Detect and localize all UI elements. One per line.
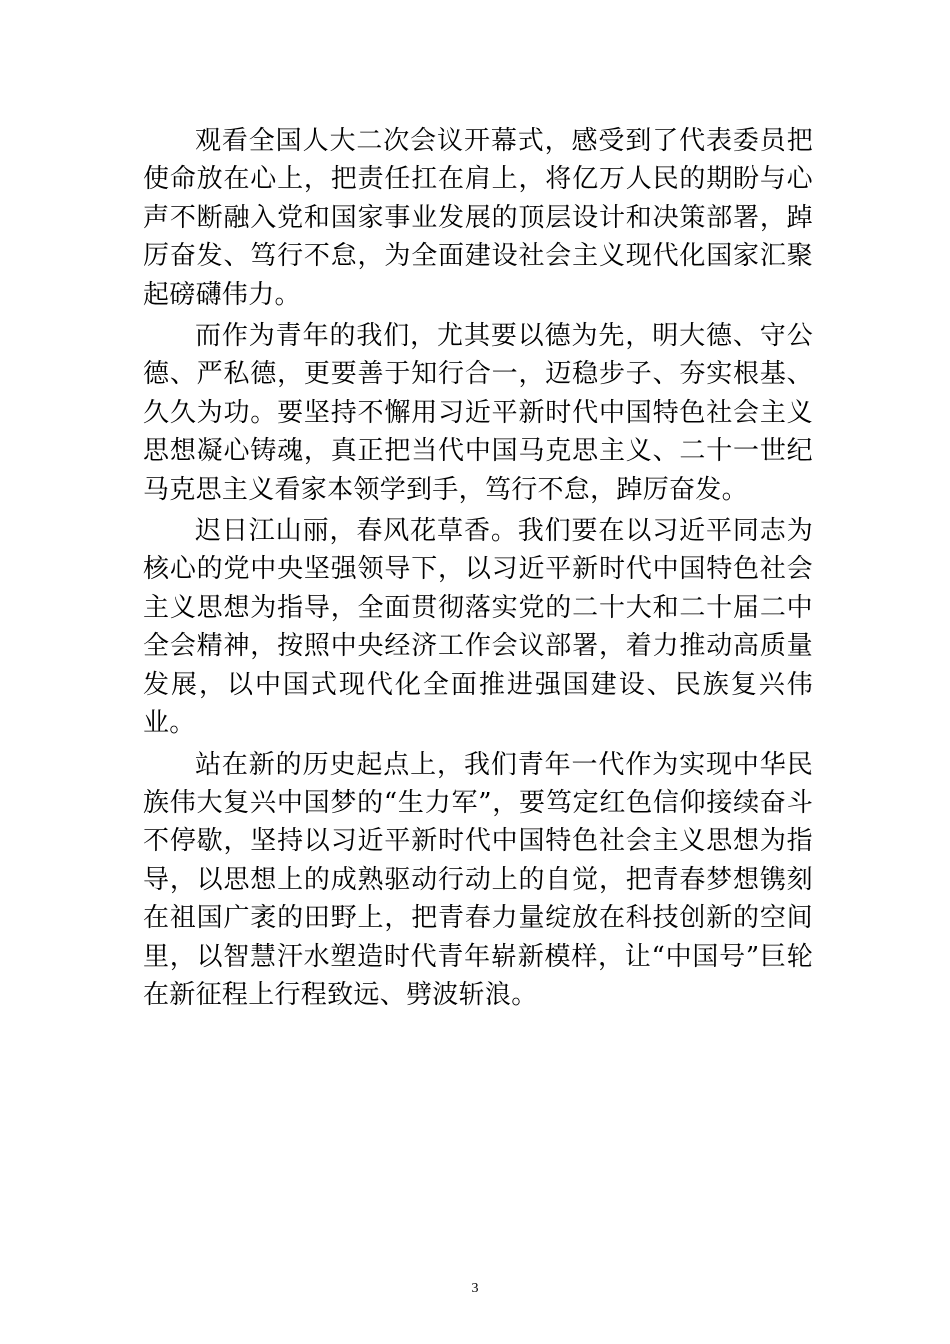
paragraph-1: 观看全国人大二次会议开幕式，感受到了代表委员把使命放在心上，把责任扛在肩上，将亿万人民的期盼与心声不断融入党和国家事业发展的顶层设计和决策部署，踔厉奋发、笃行不怠，为全面建设社会主义现代化国家汇聚起磅礴伟力。 [143, 126, 813, 310]
paragraph-3: 迟日江山丽，春风花草香。我们要在以习近平同志为核心的党中央坚强领导下，以习近平新时代中国特色社会主义思想为指导，全面贯彻落实党的二十大和二十届二中全会精神，按照中央经济工作会议部署，着力推动高质量发展，以中国式现代化全面推进强国建设、民族复兴伟业。 [143, 516, 813, 739]
page-number: 3 [471, 1281, 479, 1296]
paragraph-2: 而作为青年的我们，尤其要以德为先，明大德、守公德、严私德，更要善于知行合一，迈稳步子、夯实根基、久久为功。要坚持不懈用习近平新时代中国特色社会主义思想凝心铸魂，真正把当代中国马克思主义、二十一世纪马克思主义看家本领学到手，笃行不怠，踔厉奋发。 [143, 321, 813, 505]
paragraph-4: 站在新的历史起点上，我们青年一代作为实现中华民族伟大复兴中国梦的“生力军”，要笃定红色信仰接续奋斗不停歇，坚持以习近平新时代中国特色社会主义思想为指导，以思想上的成熟驱动行动上的自觉，把青春梦想镌刻在祖国广袤的田野上，把青春力量绽放在科技创新的空间里，以智慧汗水塑造时代青年崭新模样，让“中国号”巨轮在新征程上行程致远、劈波斩浪。 [143, 749, 813, 1010]
document-body [143, 122, 813, 1017]
